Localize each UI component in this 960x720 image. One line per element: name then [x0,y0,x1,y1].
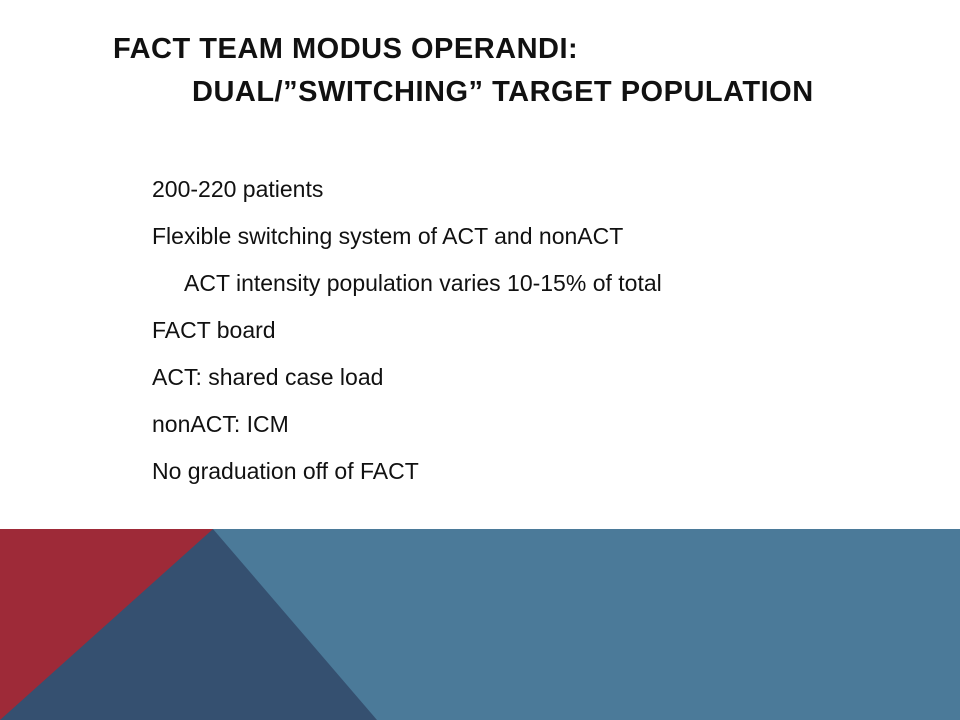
sub-bullet-item: ACT intensity population varies 10-15% of total [184,270,662,296]
bullet-item: Flexible switching system of ACT and nonACT [152,223,624,249]
bullet-item: 200-220 patients [152,176,324,202]
bullet-item: nonACT: ICM [152,411,289,437]
decorative-footer-band [0,529,960,720]
slide-title [0,28,960,114]
bullet-item: No graduation off of FACT [152,458,419,484]
bullet-item: FACT board [152,317,276,343]
bullet-list [0,166,960,495]
slide-title-line-2: DUAL/”SWITCHING” TARGET POPULATION [192,76,814,108]
slide-title-line-1: FACT TEAM MODUS OPERANDI: [113,33,579,65]
bullet-item: ACT: shared case load [152,364,384,390]
